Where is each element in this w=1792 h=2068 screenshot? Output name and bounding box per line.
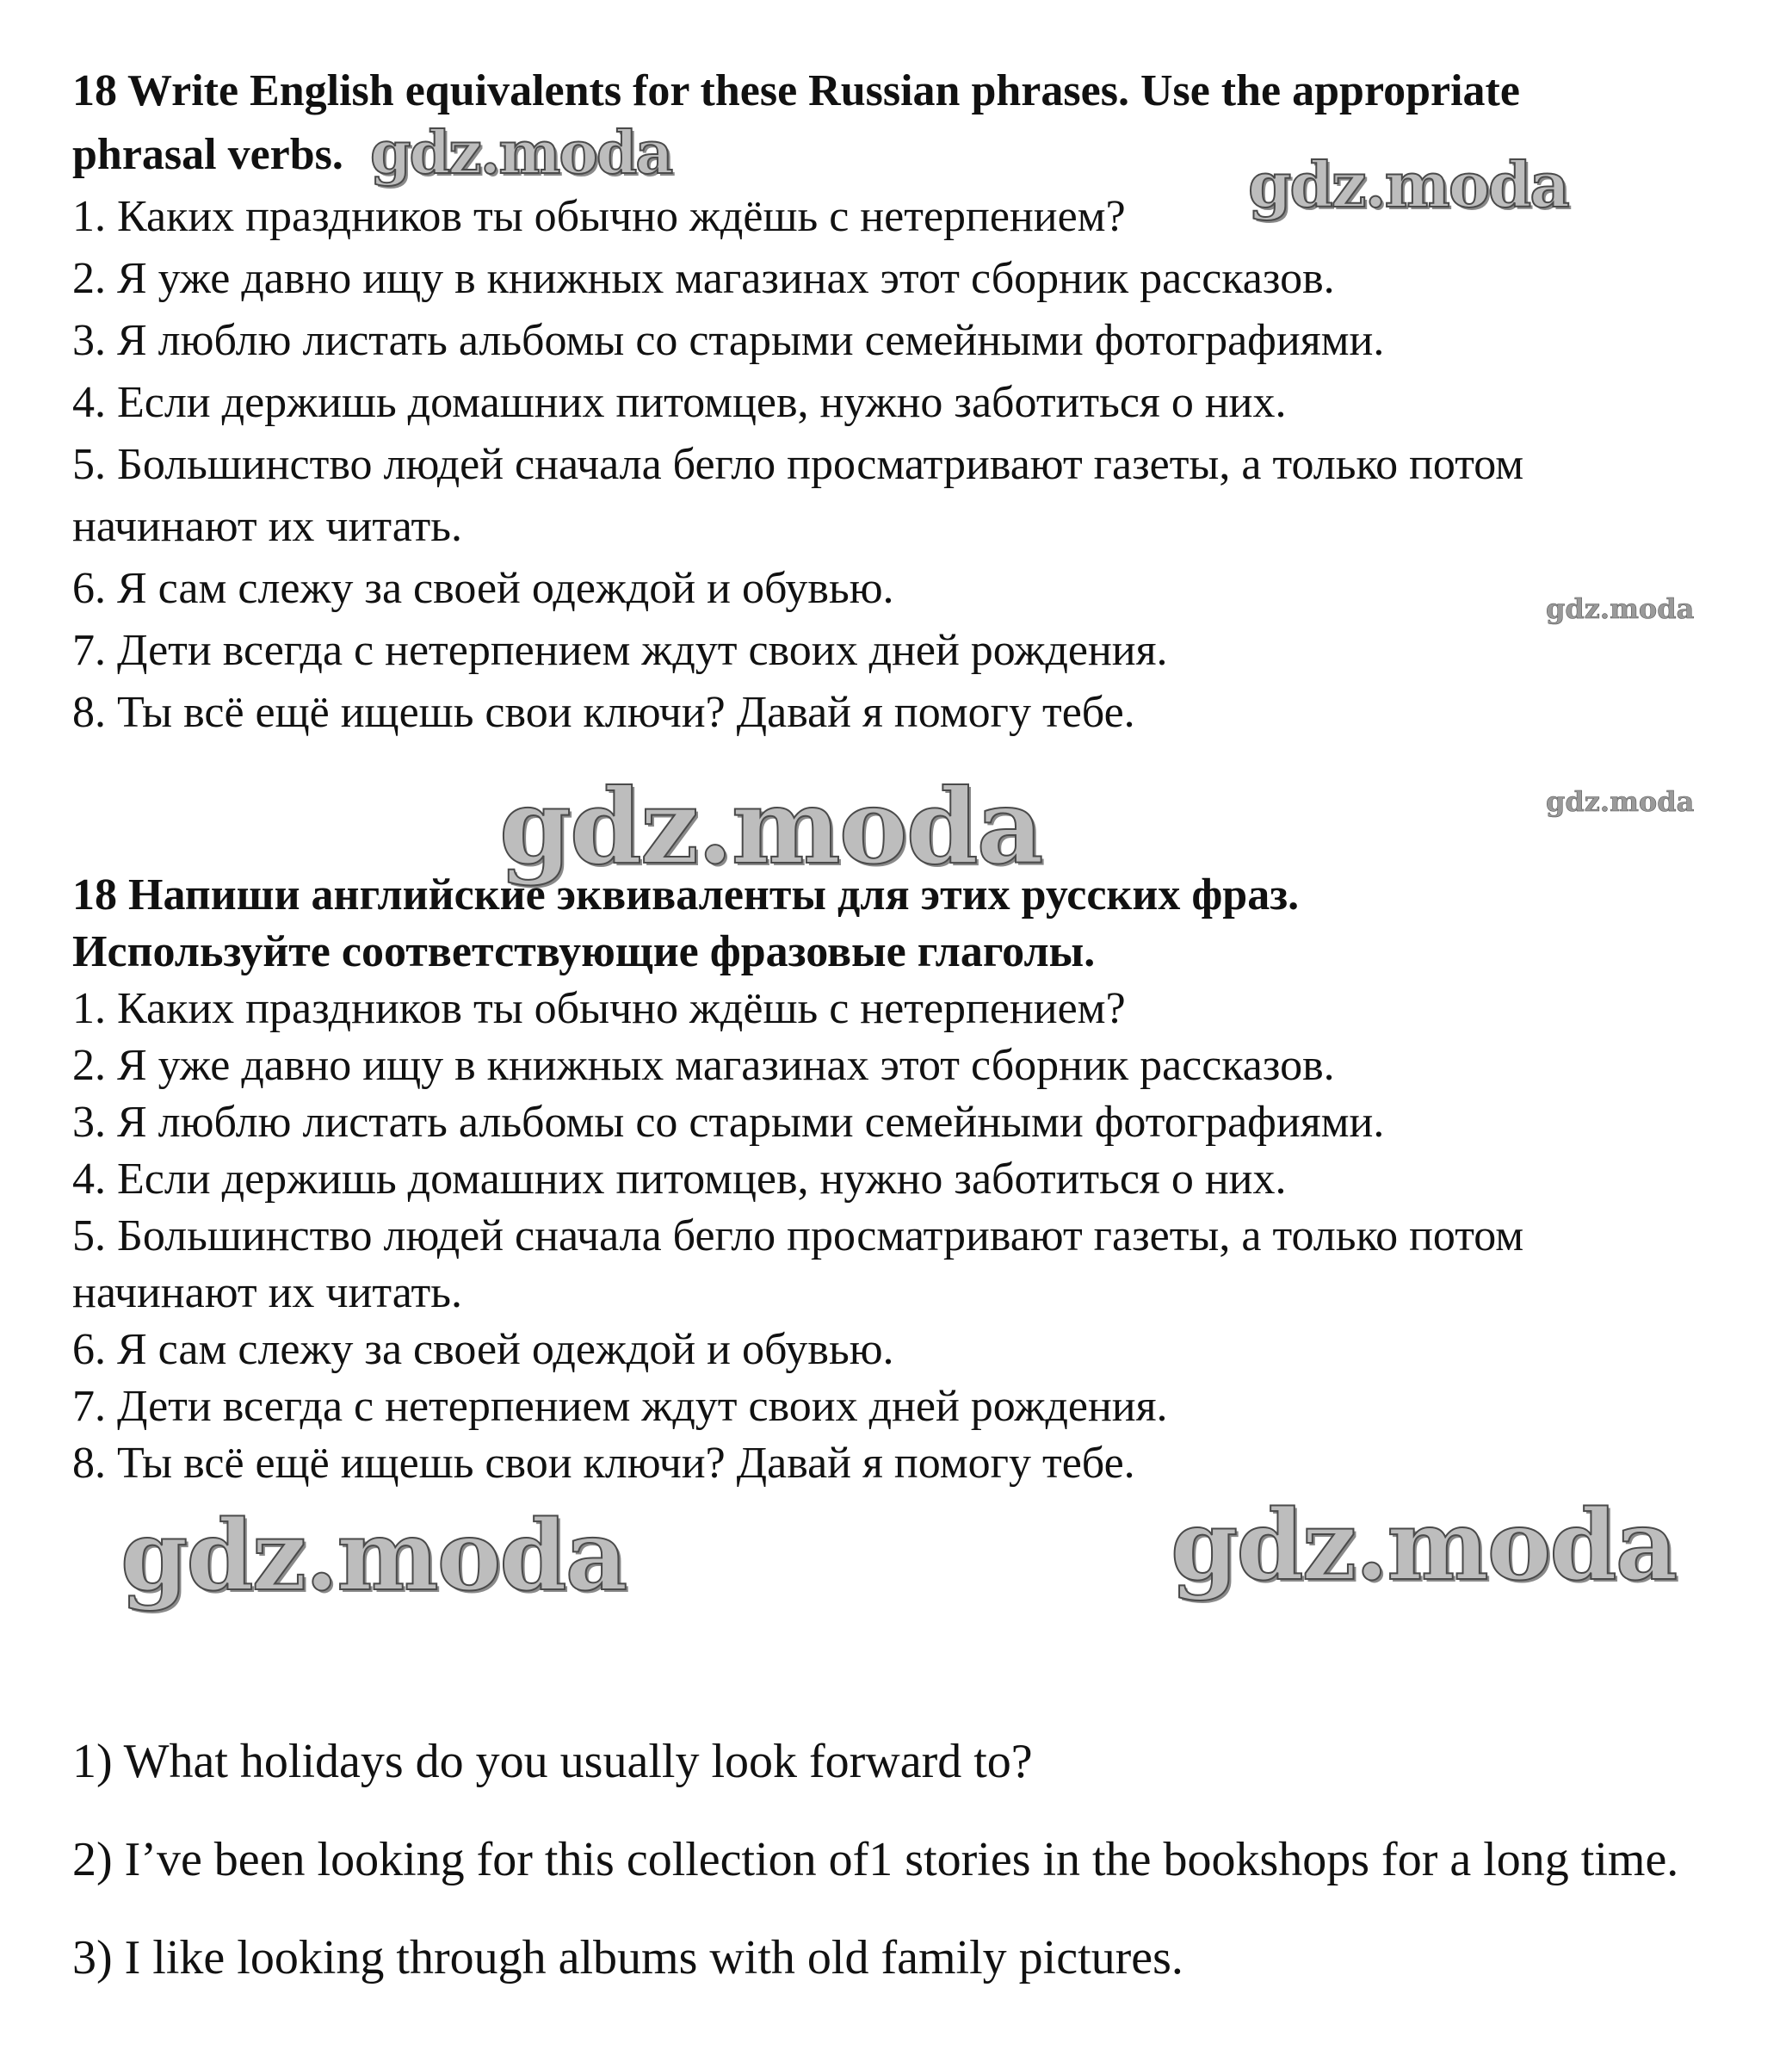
exercise-item: 6. Я сам слежу за своей одеждой и обувью.: [72, 564, 894, 613]
exercise-item: 7. Дети всегда с нетерпением ждут своих дней рождения.: [72, 1382, 1168, 1431]
watermark: gdz.moda: [120, 1500, 627, 1613]
exercise-item: 3. Я люблю листать альбомы со старыми семейными фотографиями.: [72, 316, 1385, 365]
answer-line: 1) What holidays do you usually look forward to?: [72, 1735, 1033, 1788]
exercise-item: 8. Ты всё ещё ищешь свои ключи? Давай я помогу тебе.: [72, 1439, 1135, 1488]
exercise-item: 7. Дети всегда с нетерпением ждут своих дней рождения.: [72, 626, 1168, 675]
exercise-item: 2. Я уже давно ищу в книжных магазинах этот сборник рассказов.: [72, 1041, 1335, 1090]
exercise-item: начинают их читать.: [72, 502, 462, 551]
watermark: gdz.moda: [370, 119, 672, 188]
exercise-item: 3. Я люблю листать альбомы со старыми семейными фотографиями.: [72, 1098, 1385, 1147]
exercise-item: 4. Если держишь домашних питомцев, нужно заботиться о них.: [72, 1155, 1287, 1204]
exercise-item: 6. Я сам слежу за своей одеждой и обувью.: [72, 1325, 894, 1374]
watermark: gdz.moda: [1171, 1489, 1677, 1602]
watermark: gdz.moda: [1546, 785, 1695, 818]
watermark: gdz.moda: [1546, 592, 1695, 625]
exercise-title-en-line1: 18 Write English equivalents for these Russian phrases. Use the appropriate: [72, 66, 1520, 115]
exercise-item: 4. Если держишь домашних питомцев, нужно заботиться о них.: [72, 378, 1287, 427]
exercise-title-en-line2: phrasal verbs.: [72, 130, 343, 179]
answer-line: 3) I like looking through albums with old family pictures.: [72, 1931, 1183, 1984]
exercise-title-ru-line1: 18 Напиши английские эквиваленты для этих русских фраз.: [72, 870, 1300, 919]
watermark: gdz.moda: [499, 766, 1042, 888]
answer-line: 2) I’ve been looking for this collection of1 stories in the bookshops for a long time.: [72, 1833, 1679, 1886]
exercise-item: 1. Каких праздников ты обычно ждёшь с нетерпением?: [72, 192, 1126, 241]
exercise-title-ru-line2: Используйте соответствующие фразовые глаголы.: [72, 927, 1096, 976]
exercise-item: 5. Большинство людей сначала бегло просматривают газеты, а только потом: [72, 440, 1524, 489]
exercise-item: начинают их читать.: [72, 1268, 462, 1317]
exercise-item: 2. Я уже давно ищу в книжных магазинах этот сборник рассказов.: [72, 254, 1335, 303]
exercise-item: 5. Большинство людей сначала бегло просматривают газеты, а только потом: [72, 1211, 1524, 1260]
watermark: gdz.moda: [1248, 148, 1568, 221]
exercise-item: 1. Каких праздников ты обычно ждёшь с нетерпением?: [72, 984, 1126, 1033]
exercise-item: 8. Ты всё ещё ищешь свои ключи? Давай я помогу тебе.: [72, 688, 1135, 737]
